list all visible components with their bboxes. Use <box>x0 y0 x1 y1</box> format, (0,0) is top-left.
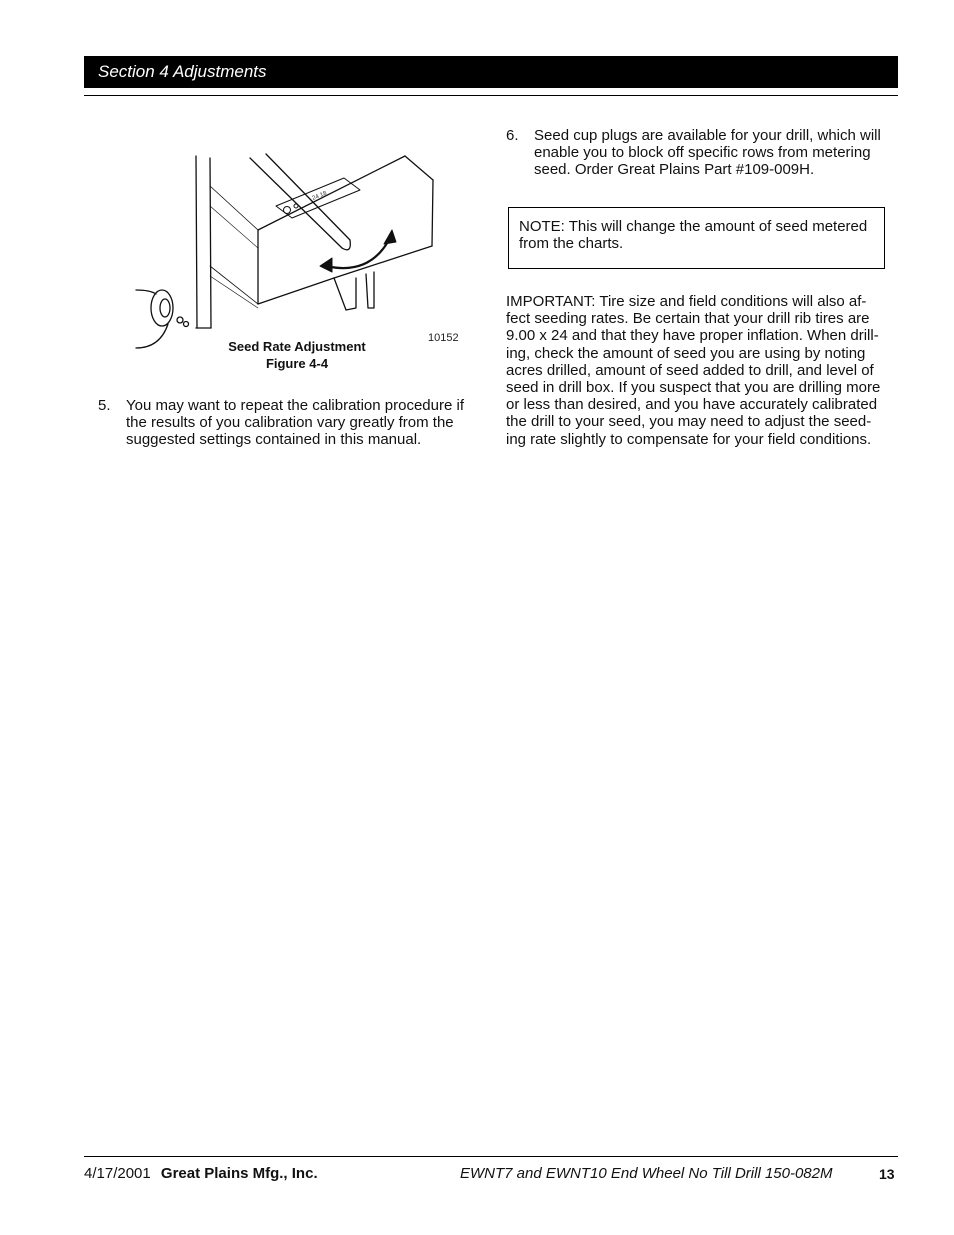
figure-caption <box>197 338 397 372</box>
figure-caption-number: Figure 4-4 <box>265 356 329 371</box>
figure-caption-title: Seed Rate Adjustment <box>228 339 366 354</box>
section-title: Section 4 Adjustments <box>98 62 267 81</box>
footer-document-title: EWNT7 and EWNT10 End Wheel No Till Drill 150-082M <box>460 1165 833 1182</box>
footer-company: Great Plains Mfg., Inc. <box>160 1165 318 1182</box>
note-box <box>508 207 885 269</box>
page-number: 13 <box>879 1166 895 1182</box>
note-text: NOTE: This will change the amount of seed metered from the charts. <box>519 218 868 253</box>
seed-rate-adjustment-illustration <box>120 148 470 358</box>
footer-divider <box>84 1156 898 1157</box>
header-divider <box>84 95 898 96</box>
list-item <box>98 397 480 457</box>
list-item-number: 5. <box>98 397 111 414</box>
list-item-text: You may want to repeat the calibration procedure if the results of you calibration vary greatly from the suggested settings contained in this manual. <box>126 397 464 449</box>
section-header <box>84 56 898 88</box>
important-paragraph: IMPORTANT: Tire size and field conditions will also af-fect seeding rates. Be certain that your drill rib tires are 9.00 x 24 and that they have proper inflation. When drill-ing, check the amount of seed you are using by noting acres drilled, amount of seed added to drill, and level of seed in drill box. If you suspect that you are drilling more or less than desired, and you have accurately calibrated the drill to your seed, you may need to adjust the seed-ing rate slightly to compensate for your field conditions. <box>506 293 881 448</box>
footer-date: 4/17/2001 <box>84 1165 151 1182</box>
list-item-text: Seed cup plugs are available for your drill, which will enable you to block off specific rows from metering seed. Order Great Plains Part #109-009H. <box>534 127 881 179</box>
figure-reference-number: 10152 <box>428 332 459 344</box>
list-item <box>506 127 890 187</box>
list-item-number: 6. <box>506 127 519 144</box>
svg-text:24 18: 24 18 <box>311 190 328 202</box>
footer-left <box>84 1165 318 1182</box>
seed-rate-figure <box>120 148 470 358</box>
